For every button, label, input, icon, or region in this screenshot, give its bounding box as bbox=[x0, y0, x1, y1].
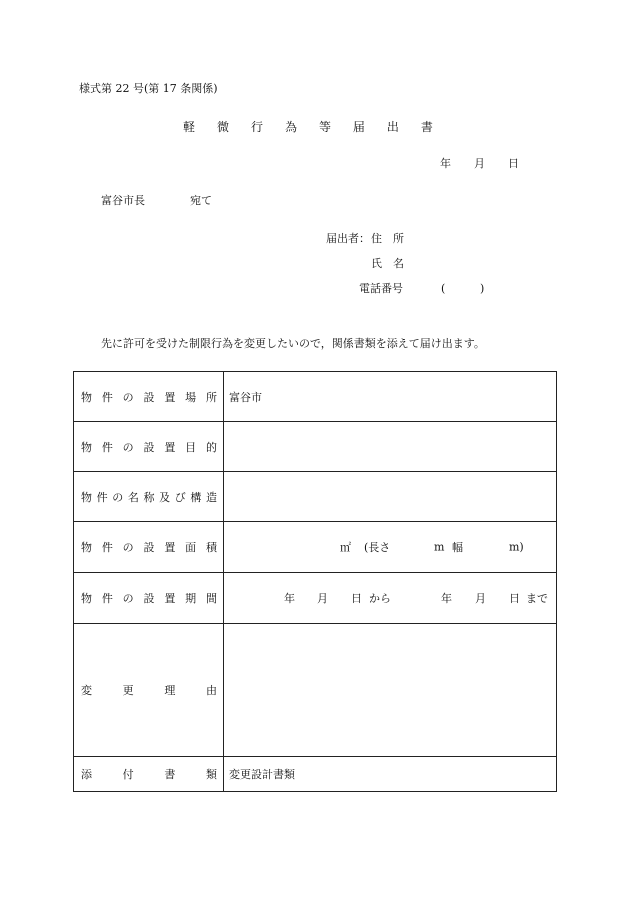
title-char: 届 bbox=[352, 120, 365, 134]
row-label-attachments bbox=[74, 757, 224, 792]
label-char: 及 bbox=[159, 490, 171, 504]
row-label-name-structure bbox=[74, 472, 224, 522]
label-char: 設 bbox=[143, 541, 155, 554]
period-day-2: 日 bbox=[509, 592, 520, 605]
area-unit-sqm: ㎡ bbox=[340, 541, 351, 554]
name-label: 氏 名 bbox=[371, 257, 404, 270]
label-char: 置 bbox=[164, 592, 176, 605]
address-label: 住 所 bbox=[371, 232, 404, 245]
title-char: 等 bbox=[318, 120, 331, 134]
form-table bbox=[73, 371, 557, 792]
attachments-field[interactable]: 変更設計書類 bbox=[224, 757, 557, 792]
label-char: 件 bbox=[101, 592, 113, 605]
area-width-label: 幅 bbox=[452, 541, 463, 554]
label-char: 付 bbox=[122, 768, 134, 781]
table-row bbox=[74, 757, 557, 792]
title-char: 軽 bbox=[183, 120, 196, 134]
period-from: から bbox=[369, 592, 391, 605]
label-char: 構 bbox=[190, 490, 202, 504]
label-char: 由 bbox=[205, 684, 217, 697]
name-structure-field[interactable] bbox=[224, 472, 557, 522]
statement: 先に許可を受けた制限行為を変更したいので，関係書類を添えて届け出ます。 bbox=[101, 337, 485, 350]
phone-paren-open: ( bbox=[441, 282, 446, 295]
phone-label: 電話番号 bbox=[359, 282, 403, 295]
table-row bbox=[74, 522, 557, 573]
label-char: 置 bbox=[164, 390, 176, 404]
label-char: の bbox=[122, 592, 134, 605]
label-char: 期 bbox=[185, 592, 197, 605]
label-char: 物 bbox=[81, 541, 92, 554]
form-number: 様式第 22 号(第 17 条関係) bbox=[79, 82, 218, 95]
table-row bbox=[74, 422, 557, 472]
area-field[interactable] bbox=[224, 522, 557, 573]
label-char: 添 bbox=[81, 768, 92, 781]
label-char: 類 bbox=[205, 768, 217, 781]
label-char: 置 bbox=[164, 541, 176, 554]
area-unit-m1: m bbox=[434, 540, 445, 554]
period-field[interactable] bbox=[224, 573, 557, 624]
label-char: 置 bbox=[164, 440, 176, 454]
label-char: 件 bbox=[101, 541, 113, 554]
period-month-1: 月 bbox=[317, 592, 328, 605]
addressee-name: 富谷市長 bbox=[101, 194, 145, 207]
label-char: の bbox=[122, 390, 134, 404]
label-char: 設 bbox=[143, 440, 155, 454]
area-length-label: (長さ bbox=[364, 541, 391, 554]
title-char: 微 bbox=[216, 120, 229, 134]
label-char: 場 bbox=[185, 390, 197, 404]
row-label-area bbox=[74, 522, 224, 573]
period-to: まで bbox=[526, 592, 548, 605]
date-month: 月 bbox=[474, 157, 485, 170]
table-row bbox=[74, 624, 557, 757]
date-year: 年 bbox=[440, 157, 451, 170]
document-title bbox=[183, 121, 433, 133]
applicant-label: 届出者： bbox=[326, 232, 370, 245]
label-char: 称 bbox=[143, 490, 155, 504]
title-char: 行 bbox=[250, 120, 263, 134]
reason-field[interactable] bbox=[224, 624, 557, 757]
label-char: 件 bbox=[101, 440, 113, 454]
period-year-2: 年 bbox=[441, 592, 452, 605]
label-char: 件 bbox=[96, 490, 108, 504]
label-char: の bbox=[112, 490, 124, 504]
table-row bbox=[74, 472, 557, 522]
title-char: 書 bbox=[420, 120, 433, 134]
label-char: 的 bbox=[205, 440, 217, 454]
label-char: 件 bbox=[101, 390, 113, 404]
label-char: の bbox=[122, 440, 134, 454]
period-month-2: 月 bbox=[475, 592, 486, 605]
purpose-field[interactable] bbox=[224, 422, 557, 472]
label-char: 造 bbox=[206, 490, 217, 504]
label-char: 理 bbox=[164, 684, 176, 697]
label-char: 物 bbox=[81, 592, 92, 605]
row-label-location bbox=[74, 372, 224, 422]
table-row bbox=[74, 573, 557, 624]
label-char: び bbox=[174, 490, 186, 504]
label-char: 面 bbox=[185, 541, 197, 554]
label-char: 間 bbox=[205, 592, 217, 605]
label-char: 積 bbox=[205, 541, 217, 554]
label-char: 物 bbox=[81, 440, 92, 454]
addressee-suffix: 宛て bbox=[190, 194, 212, 207]
label-char: 更 bbox=[122, 684, 134, 697]
row-label-purpose bbox=[74, 422, 224, 472]
period-year-1: 年 bbox=[284, 592, 295, 605]
period-day-1: 日 bbox=[351, 592, 362, 605]
label-char: 設 bbox=[143, 390, 155, 404]
row-label-period bbox=[74, 573, 224, 624]
date-day: 日 bbox=[508, 157, 519, 170]
label-char: 名 bbox=[127, 490, 139, 504]
label-char: 物 bbox=[81, 390, 92, 404]
label-char: 物 bbox=[81, 490, 92, 504]
title-char: 為 bbox=[284, 120, 297, 134]
phone-paren-close: ) bbox=[480, 282, 485, 295]
label-char: 設 bbox=[143, 592, 155, 605]
row-label-reason bbox=[74, 624, 224, 757]
area-unit-m2: m) bbox=[509, 540, 524, 554]
label-char: 変 bbox=[81, 684, 92, 697]
label-char: 目 bbox=[185, 440, 197, 454]
table-row bbox=[74, 372, 557, 422]
title-char: 出 bbox=[386, 120, 399, 134]
label-char: 所 bbox=[205, 390, 217, 404]
label-char: の bbox=[122, 541, 134, 554]
location-field[interactable]: 富谷市 bbox=[224, 372, 557, 422]
label-char: 書 bbox=[164, 768, 176, 781]
